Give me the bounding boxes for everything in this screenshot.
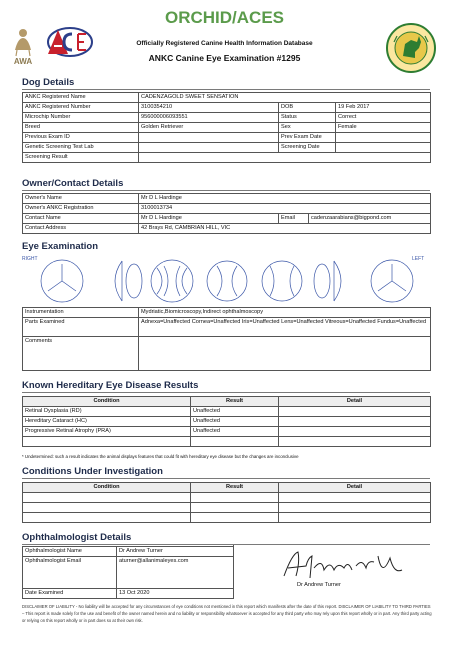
result-cell <box>191 437 279 447</box>
microchip-label: Microchip Number <box>23 113 139 123</box>
table-header-row <box>23 397 431 407</box>
ophthalmologist-table <box>22 546 234 599</box>
contact-name-label: Contact Name <box>23 214 139 224</box>
investigation-table <box>22 482 431 523</box>
condition-cell: Progressive Retinal Atrophy (PRA) <box>23 427 191 437</box>
dog-details-table <box>22 92 431 163</box>
svg-text:AWA: AWA <box>13 57 33 66</box>
registered-name-value: CADENZAGOLD SWEET SENSATION <box>139 93 431 103</box>
registered-number-value: 3100354210 <box>139 103 279 113</box>
detail-cell <box>279 437 431 447</box>
condition-cell <box>23 493 191 503</box>
table-row <box>23 123 431 133</box>
table-row <box>23 214 431 224</box>
ankc-logo <box>385 22 437 74</box>
table-row <box>23 557 234 589</box>
table-row <box>23 589 234 599</box>
breed-label: Breed <box>23 123 139 133</box>
date-examined-value: 13 Oct 2020 <box>117 589 234 599</box>
lens-diagrams <box>207 261 302 301</box>
right-fundus-diagram <box>151 260 193 302</box>
table-row <box>23 427 431 437</box>
table-row <box>23 407 431 417</box>
table-row <box>23 417 431 427</box>
ophthalmologist-heading: Ophthalmologist Details <box>22 532 132 543</box>
left-eye-front-diagram <box>371 260 413 302</box>
detail-cell <box>279 417 431 427</box>
screening-date-value <box>336 143 431 153</box>
table-row <box>23 337 431 371</box>
comments-label: Comments <box>23 337 139 371</box>
comments-value <box>139 337 431 371</box>
ophthalmologist-signature <box>278 548 408 582</box>
genetic-lab-value <box>139 143 279 153</box>
table-header-row <box>23 483 431 493</box>
eye-exam-table <box>22 307 431 371</box>
address-label: Contact Address <box>23 224 139 234</box>
table-row <box>23 547 234 557</box>
condition-cell <box>23 437 191 447</box>
ophthalmologist-name-value: Dr Andrew Turner <box>117 547 234 557</box>
result-cell <box>191 513 279 523</box>
column-header-detail: Detail <box>279 397 431 407</box>
signature-name: Dr Andrew Turner <box>297 582 341 588</box>
detail-cell <box>279 427 431 437</box>
section-divider <box>22 392 430 393</box>
prev-exam-id-label: Previous Exam ID <box>23 133 139 143</box>
condition-cell: Retinal Dysplasia (RD) <box>23 407 191 417</box>
report-title: ORCHID/ACES <box>164 8 284 27</box>
registered-number-label: ANKC Registered Number <box>23 103 139 113</box>
hereditary-heading: Known Hereditary Eye Disease Results <box>22 380 199 391</box>
condition-cell <box>23 513 191 523</box>
column-header-condition: Condition <box>23 483 191 493</box>
screening-date-label: Screening Date <box>279 143 336 153</box>
eye-diagrams <box>22 258 430 304</box>
table-row <box>23 194 431 204</box>
email-label: Email <box>279 214 309 224</box>
microchip-value: 956000006093551 <box>139 113 279 123</box>
table-row <box>23 503 431 513</box>
undetermined-note: * Undetermined: such a result indicates the animal displays features that could fit with hereditary eye disease but the changes are inconclusive <box>22 454 299 459</box>
prev-exam-id-value <box>139 133 279 143</box>
screening-result-value <box>139 153 431 163</box>
email-value: cadenzaarabians@bigpond.com <box>309 214 431 224</box>
owner-name-label: Owner's Name <box>23 194 139 204</box>
condition-cell: Hereditary Cataract (HC) <box>23 417 191 427</box>
hereditary-results-table <box>22 396 431 447</box>
table-row <box>23 513 431 523</box>
table-row <box>23 93 431 103</box>
owner-name-value: Mr D L Hardinge <box>139 194 431 204</box>
registered-name-label: ANKC Registered Name <box>23 93 139 103</box>
table-row <box>23 103 431 113</box>
table-row <box>23 493 431 503</box>
left-eye-side-diagram <box>314 261 341 301</box>
contact-name-value: Mr D L Hardinge <box>139 214 279 224</box>
result-cell <box>191 503 279 513</box>
owner-reg-value: 3100013734 <box>139 204 431 214</box>
date-examined-label: Date Examined <box>23 589 117 599</box>
disclaimer-text: DISCLAIMER OF LIABILITY - No liability will be accepted for any circumstances of eye conditions not mentioned in this report which manifests after the date of this report. DISCLAIMER OF LIABILITY TO THIRD PARTIES – This report is made solely for the use and benefit of the owner named herein and no liability or responsibility whatsoever is accepted for any third party who may rely upon this report wholly or in part. Any third party acting or relying on this report wholly or in part does so at their own risk. <box>22 604 432 623</box>
table-row <box>23 113 431 123</box>
column-header-detail: Detail <box>279 483 431 493</box>
detail-cell <box>279 493 431 503</box>
investigation-heading: Conditions Under Investigation <box>22 466 163 477</box>
table-row <box>23 437 431 447</box>
column-header-result: Result <box>191 483 279 493</box>
right-eye-front-diagram <box>41 260 83 302</box>
right-eye-side-diagram <box>115 261 142 301</box>
owner-details-heading: Owner/Contact Details <box>22 178 124 189</box>
table-row <box>23 133 431 143</box>
result-cell: Unaffected <box>191 427 279 437</box>
genetic-lab-label: Genetic Screening Test Lab <box>23 143 139 153</box>
table-row <box>23 308 431 318</box>
dob-value: 19 Feb 2017 <box>336 103 431 113</box>
left-eye-label: LEFT <box>412 256 425 262</box>
address-value: 42 Brays Rd, CAMBRIAN HILL, VIC <box>139 224 431 234</box>
table-row <box>23 153 431 163</box>
breed-value: Golden Retriever <box>139 123 279 133</box>
parts-examined-value: Adnexa=Unaffected Cornea=Unaffected Iris=Unaffected Lens=Unaffected Vitreous=Unaffected Fundus=Unaffected <box>139 318 431 337</box>
section-divider <box>22 190 430 191</box>
dog-details-heading: Dog Details <box>22 77 75 88</box>
right-eye-label: RIGHT <box>22 256 38 262</box>
prev-exam-date-label: Prev Exam Date <box>279 133 336 143</box>
detail-cell <box>279 407 431 417</box>
condition-cell <box>23 503 191 513</box>
column-header-condition: Condition <box>23 397 191 407</box>
sex-label: Sex <box>279 123 336 133</box>
status-value: Correct <box>336 113 431 123</box>
ophthalmologist-name-label: Ophthalmologist Name <box>23 547 117 557</box>
report-subtitle: Officially Registered Canine Health Information Database <box>136 40 313 47</box>
status-label: Status <box>279 113 336 123</box>
instrumentation-label: Instrumentation <box>23 308 139 318</box>
table-row <box>23 143 431 153</box>
owner-reg-label: Owner's ANKC Registration <box>23 204 139 214</box>
section-divider <box>22 89 430 90</box>
section-divider <box>22 478 430 479</box>
dob-label: DOB <box>279 103 336 113</box>
parts-examined-label: Parts Examined <box>23 318 139 337</box>
column-header-result: Result <box>191 397 279 407</box>
table-row <box>23 224 431 234</box>
result-cell <box>191 493 279 503</box>
ophthalmologist-email-label: Ophthalmologist Email <box>23 557 117 589</box>
table-row <box>23 318 431 337</box>
owner-details-table <box>22 193 431 234</box>
exam-title: ANKC Canine Eye Examination #1295 <box>148 53 301 63</box>
result-cell: Unaffected <box>191 417 279 427</box>
prev-exam-date-value <box>336 133 431 143</box>
instrumentation-value: Mydriatic,Biomicroscopy,Indirect ophthalmoscopy <box>139 308 431 318</box>
sex-value: Female <box>336 123 431 133</box>
result-cell: Unaffected <box>191 407 279 417</box>
detail-cell <box>279 503 431 513</box>
eye-exam-heading: Eye Examination <box>22 241 99 252</box>
table-row <box>23 204 431 214</box>
screening-result-label: Screening Result <box>23 153 139 163</box>
ophthalmologist-email-value: aturner@allanimaleyes.com <box>117 557 234 589</box>
detail-cell <box>279 513 431 523</box>
